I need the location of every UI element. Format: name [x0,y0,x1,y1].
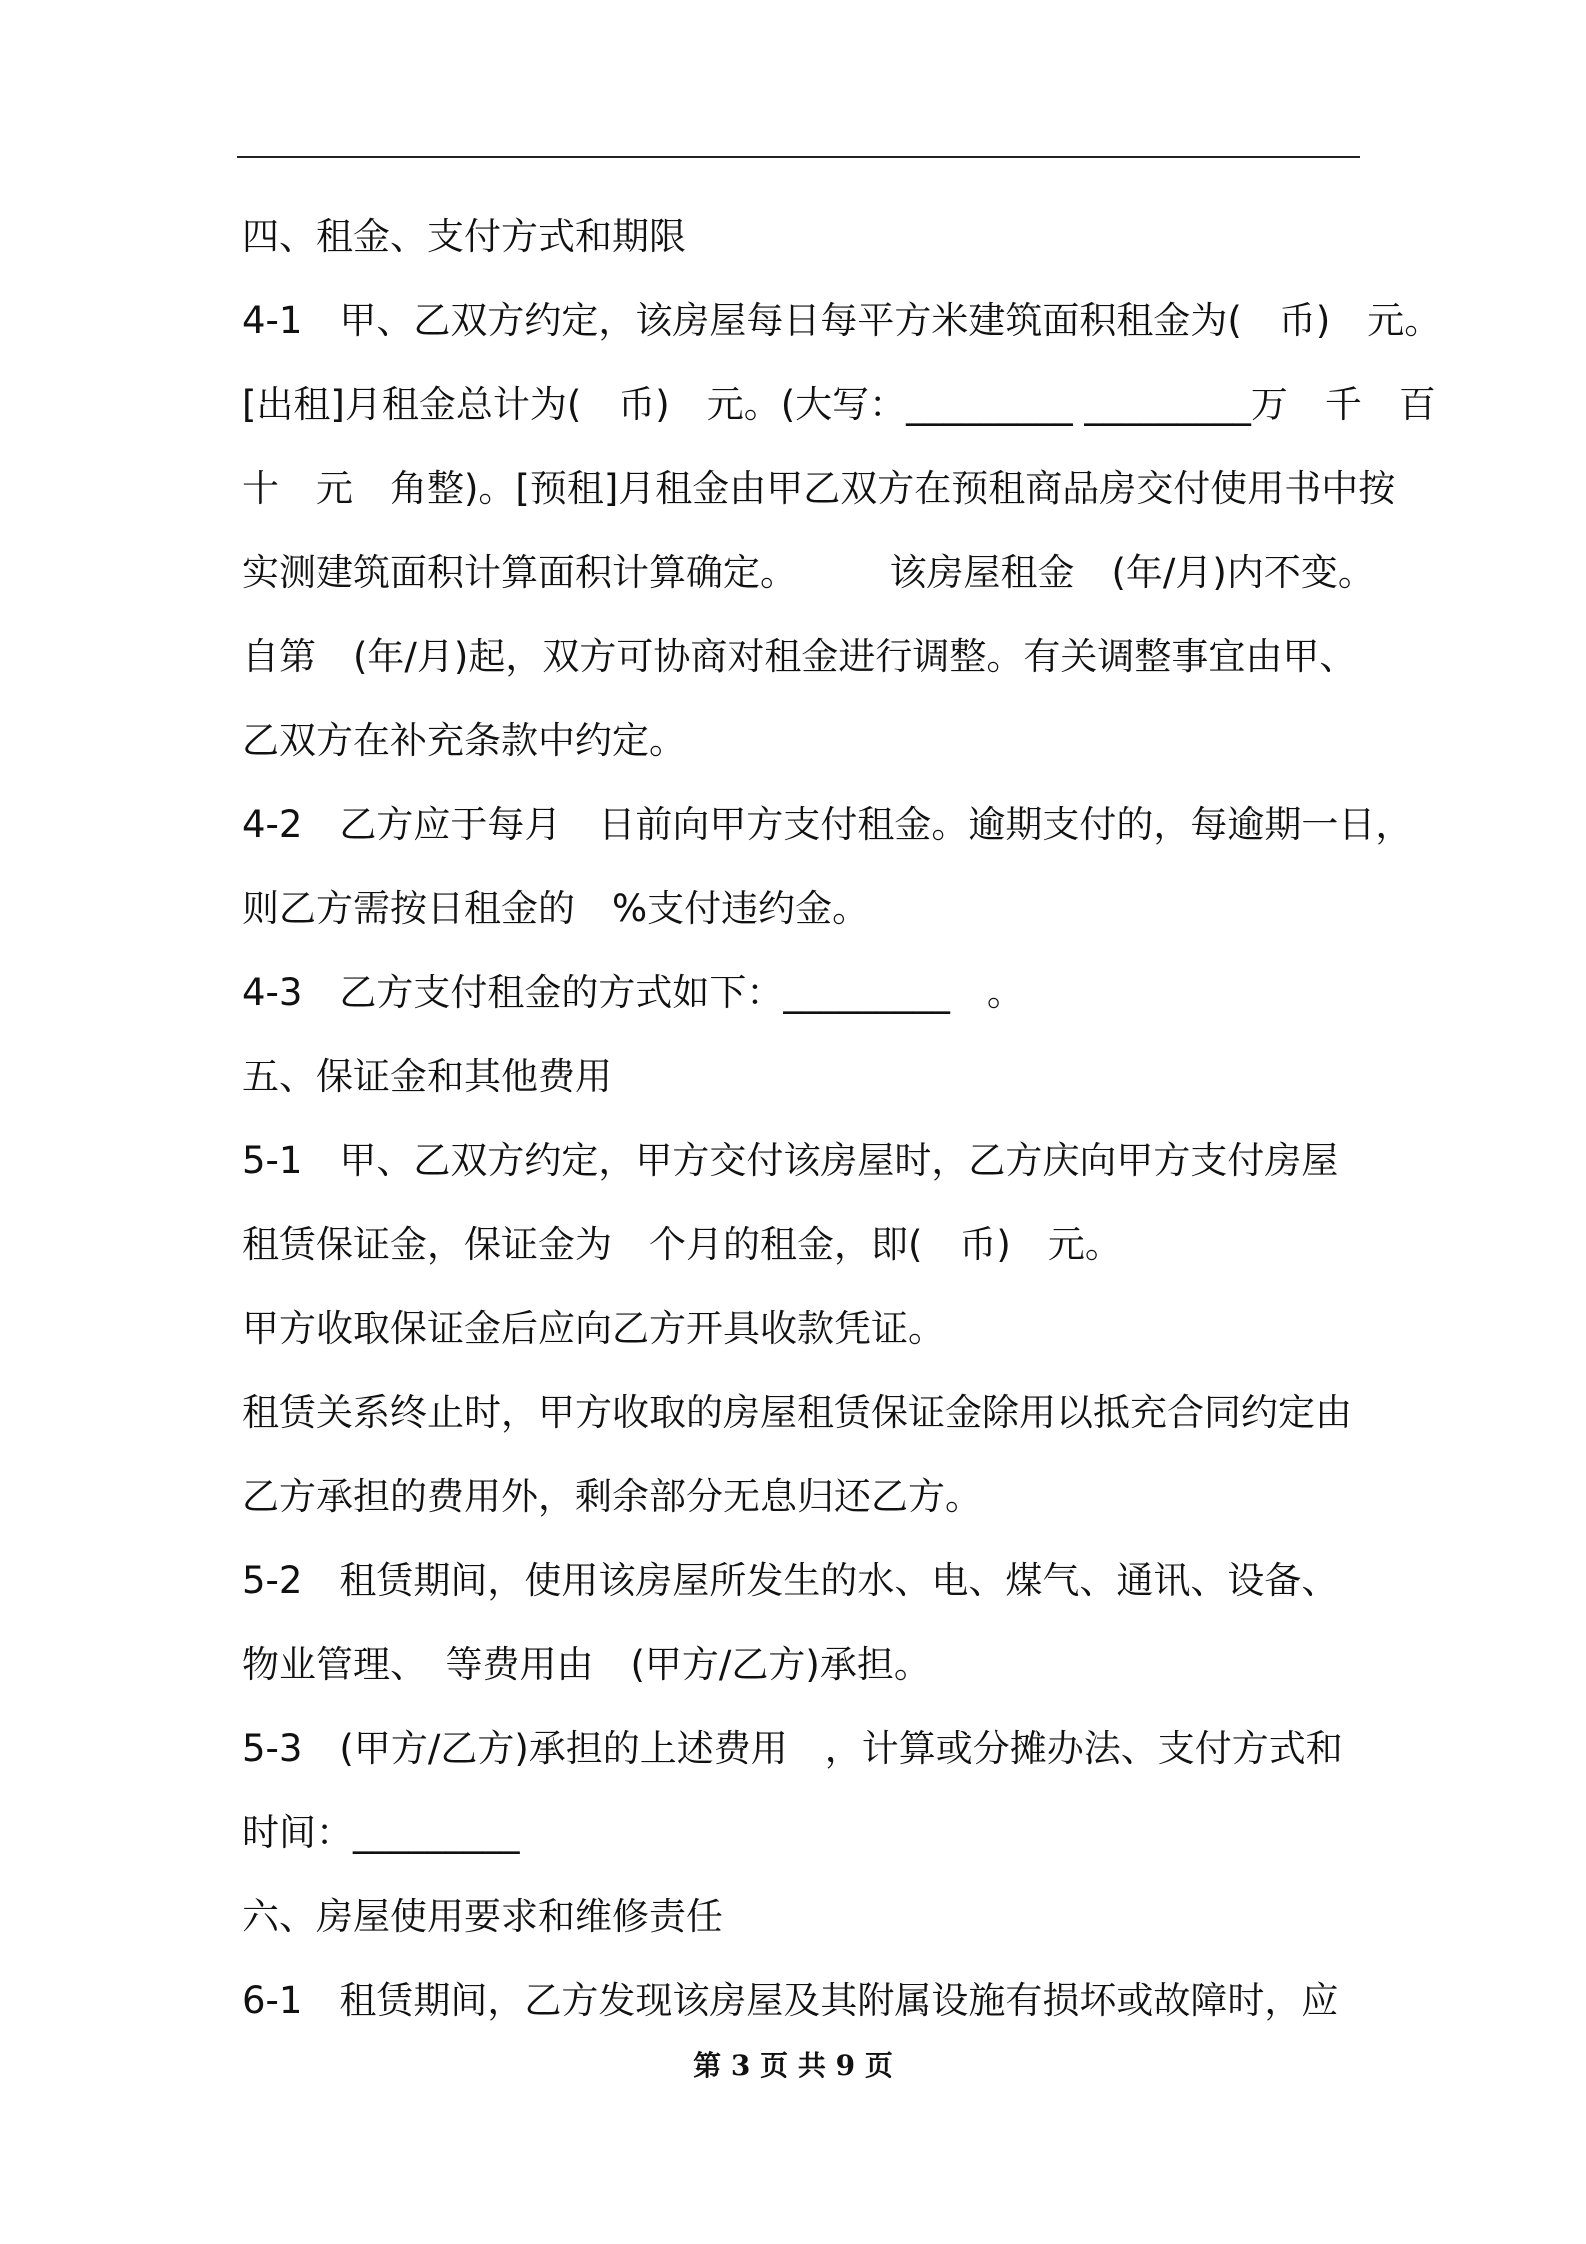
header-rule [237,156,1360,158]
clause-5-1-line-1: 5-1 甲、乙双方约定，甲方交付该房屋时，乙方庆向甲方支付房屋 [242,1139,1339,1182]
clause-5-1-line-5: 乙方承担的费用外，剩余部分无息归还乙方。 [242,1475,982,1518]
clause-5-3-line-1: 5-3 (甲方/乙方)承担的上述费用 ，计算或分摊办法、支付方式和 [242,1727,1343,1770]
clause-4-1-line-5: 自第 (年/月)起，双方可协商对租金进行调整。有关调整事宜由甲、 [242,635,1357,678]
clause-5-3-line-2: 时间：_________ [242,1811,520,1854]
clause-4-1-line-6: 乙双方在补充条款中约定。 [242,719,686,762]
section-heading-deposit: 五、保证金和其他费用 [242,1055,612,1098]
clause-6-1-line-1: 6-1 租赁期间，乙方发现该房屋及其附属设施有损坏或故障时，应 [242,1979,1339,2022]
clause-5-1-line-4: 租赁关系终止时，甲方收取的房屋租赁保证金除用以抵充合同约定由 [242,1391,1352,1434]
clause-4-3: 4-3 乙方支付租金的方式如下：_________ 。 [242,971,1024,1014]
clause-5-1-line-2: 租赁保证金，保证金为 个月的租金，即( 币) 元。 [242,1223,1122,1266]
clause-4-1-line-4: 实测建筑面积计算面积计算确定。 该房屋租金 (年/月)内不变。 [242,551,1375,594]
clause-5-2-line-1: 5-2 租赁期间，使用该房屋所发生的水、电、煤气、通讯、设备、 [242,1559,1339,1602]
clause-4-2-line-1: 4-2 乙方应于每月 日前向甲方支付租金。逾期支付的，每逾期一日， [242,803,1413,846]
clause-5-2-line-2: 物业管理、 等费用由 (甲方/乙方)承担。 [242,1643,931,1686]
section-heading-use-maintenance: 六、房屋使用要求和维修责任 [242,1895,723,1938]
clause-5-1-line-3: 甲方收取保证金后应向乙方开具收款凭证。 [242,1307,945,1350]
page-number-footer: 第 3 页 共 9 页 [693,2049,893,2082]
clause-4-1-line-1: 4-1 甲、乙双方约定，该房屋每日每平方米建筑面积租金为( 币) 元。 [242,299,1442,342]
clause-4-1-line-2: [出租]月租金总计为( 币) 元。(大写：_________ _________万 千 百 [242,383,1436,426]
section-heading-rent: 四、租金、支付方式和期限 [242,215,686,258]
document-body [242,195,1442,2043]
clause-4-1-line-3: 十 元 角整)。[预租]月租金由甲乙双方在预租商品房交付使用书中按 [242,467,1396,510]
clause-4-2-line-2: 则乙方需按日租金的 %支付违约金。 [242,887,870,930]
